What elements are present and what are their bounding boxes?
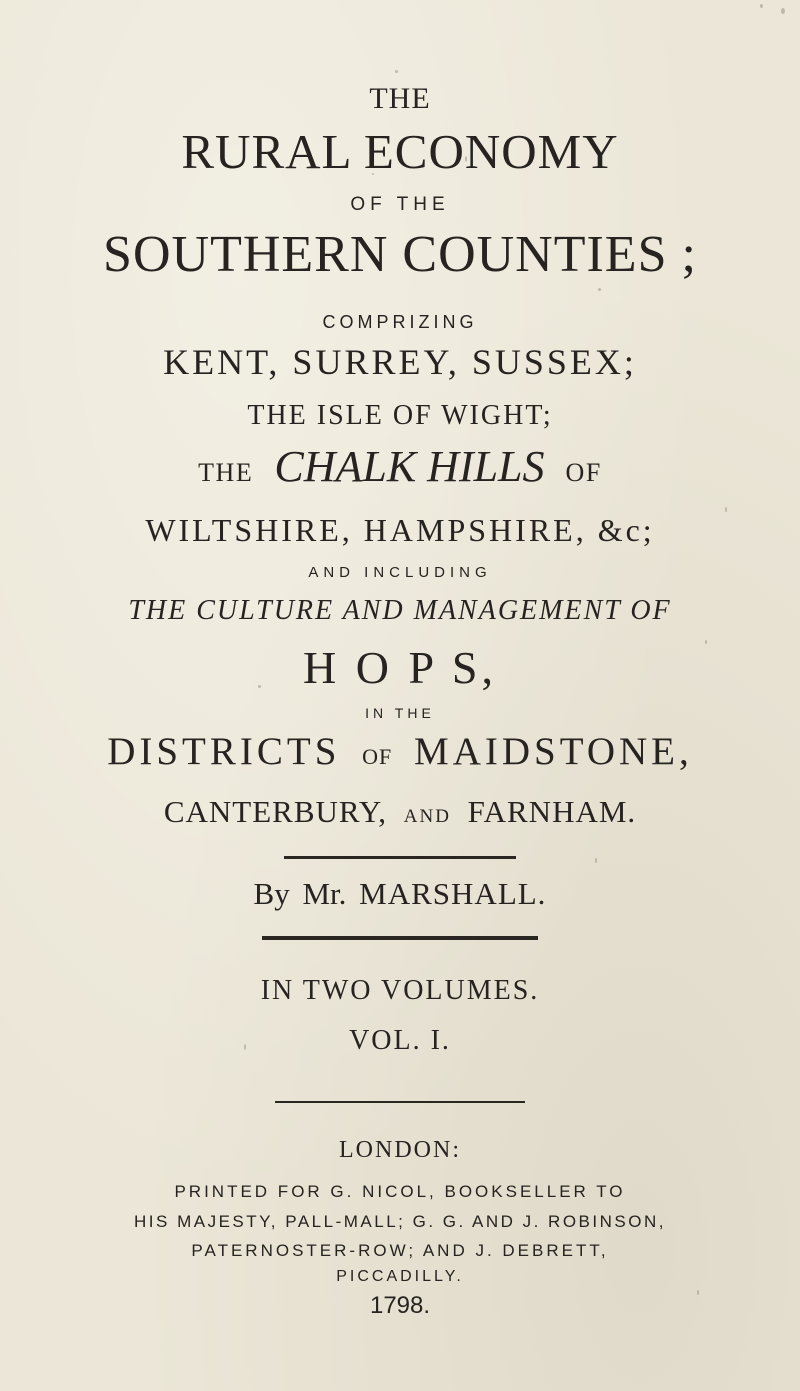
isle-of-wight-line: THE ISLE OF WIGHT;	[247, 400, 553, 431]
farnham-word: FARNHAM.	[467, 794, 637, 829]
chalk-hills-italic: CHALK HILLS	[274, 442, 545, 491]
title-rural-economy: RURAL ECONOMY	[181, 124, 619, 179]
divider-rule-lower	[275, 1101, 525, 1103]
maidstone-word: MAIDSTONE,	[414, 730, 693, 773]
author-mr: Mr.	[302, 876, 347, 911]
imprint-line-2: HIS MAJESTY, PALL-MALL; G. G. AND J. ROBINSON,	[134, 1212, 666, 1231]
and-including-label: AND INCLUDING	[308, 564, 492, 581]
comprizing-label: COMPRIZING	[322, 312, 478, 332]
districts-line	[0, 732, 800, 771]
canterbury-farnham-line	[0, 796, 800, 827]
wiltshire-line: WILTSHIRE, HAMPSHIRE, &c;	[145, 512, 655, 548]
volume-number: VOL. I.	[349, 1025, 451, 1056]
chalk-hills-line	[0, 442, 800, 491]
districts-word: DISTRICTS	[107, 730, 341, 773]
imprint-line-3: PATERNOSTER-ROW; AND J. DEBRETT,	[191, 1241, 609, 1260]
districts-of: OF	[362, 744, 393, 769]
title-southern-counties: SOUTHERN COUNTIES ;	[103, 226, 697, 283]
author-line	[0, 878, 800, 909]
canterbury-and: AND	[403, 806, 451, 827]
title-of-the: OF THE	[350, 194, 450, 215]
culture-management-line: THE CULTURE AND MANAGEMENT OF	[128, 595, 672, 626]
imprint-line-4: PICCADILLY.	[336, 1268, 464, 1285]
imprint-year: 1798.	[369, 1292, 431, 1319]
author-name: MARSHALL.	[359, 876, 547, 911]
chalk-of: OF	[565, 458, 602, 487]
canterbury-word: CANTERBURY,	[163, 794, 387, 829]
in-the-label: IN THE	[365, 705, 435, 721]
author-by: By	[253, 876, 290, 911]
volumes-line: IN TWO VOLUMES.	[260, 975, 540, 1006]
chalk-the: THE	[198, 458, 254, 487]
divider-rule-upper	[284, 856, 516, 859]
counties-line: KENT, SURREY, SUSSEX;	[163, 342, 637, 382]
hops-line: H O P S,	[303, 642, 497, 693]
imprint-line-1: PRINTED FOR G. NICOL, BOOKSELLER TO	[174, 1182, 626, 1201]
title-the: THE	[369, 82, 431, 115]
divider-rule-middle	[262, 936, 538, 940]
imprint-city: LONDON:	[339, 1137, 461, 1163]
